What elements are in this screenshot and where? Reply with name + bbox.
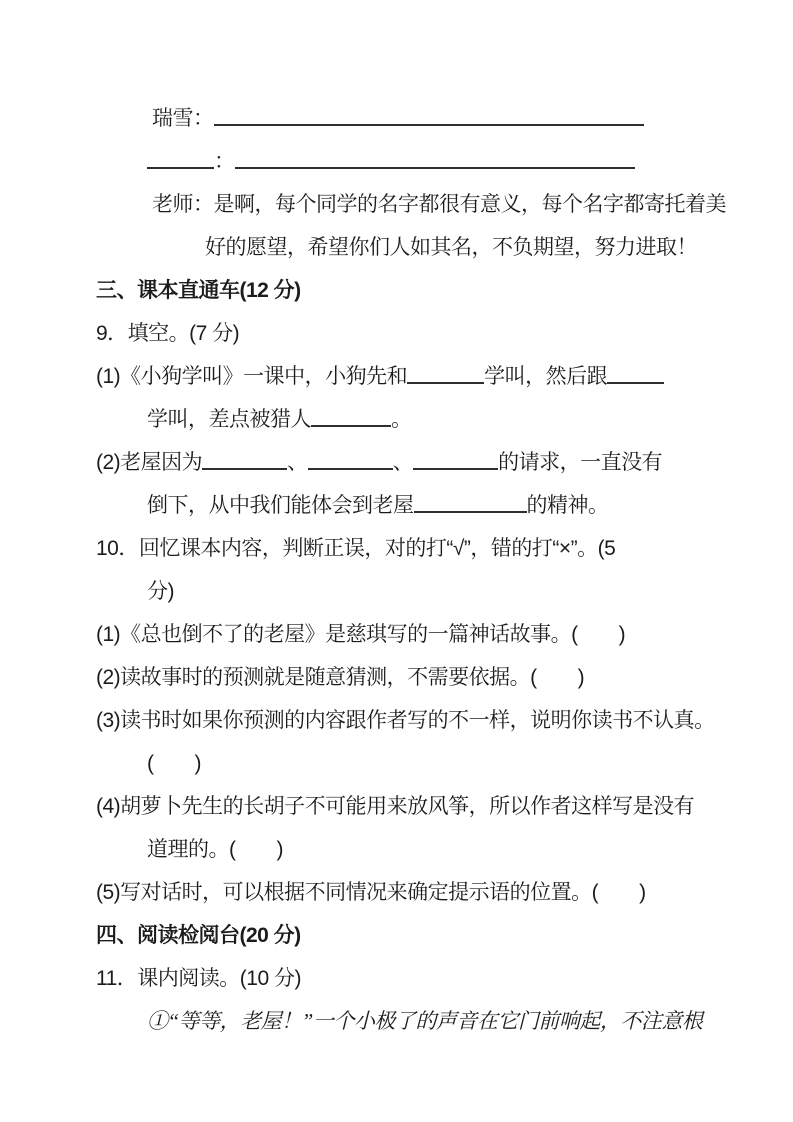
text-run: 。 bbox=[391, 408, 412, 431]
answer-blank bbox=[202, 463, 287, 470]
speaker-label: ： bbox=[214, 149, 235, 173]
text-run: (1)《总也倒不了的老屋》是慈琪写的一篇神话故事。( ) bbox=[96, 623, 626, 646]
question-10-1 bbox=[96, 613, 793, 656]
question-10-3-line-1 bbox=[96, 699, 793, 742]
text-run: 11．课内阅读。(10 分) bbox=[96, 967, 301, 990]
question-9-2-line-2 bbox=[147, 484, 793, 527]
question-10-5 bbox=[96, 871, 793, 914]
text-run: 9．填空。(7 分) bbox=[96, 322, 240, 345]
answer-blank bbox=[147, 162, 214, 169]
question-10-4-line-1 bbox=[96, 785, 793, 828]
dialogue-line-blank-speaker bbox=[147, 140, 793, 183]
text-run: 的精神。 bbox=[526, 494, 609, 517]
text-run: 四、阅读检阅台(20 分) bbox=[96, 924, 301, 947]
text-run: 道理的。( ) bbox=[147, 838, 283, 861]
text-run: (2)老屋因为 bbox=[96, 451, 203, 474]
text-run: (2)读故事时的预测就是随意猜测，不需要依据。( ) bbox=[96, 666, 585, 689]
text-run: (4)胡萝卜先生的长胡子不可能用来放风筝，所以作者这样写是没有 bbox=[96, 795, 695, 818]
question-9-2-line-1 bbox=[96, 441, 793, 484]
answer-blank bbox=[214, 119, 644, 126]
text-run: 是啊，每个同学的名字都很有意义，每个名字都寄托着美 bbox=[213, 193, 726, 216]
answer-blank bbox=[413, 463, 498, 470]
question-9-1-line-1 bbox=[96, 355, 793, 398]
text-run: (5)写对话时，可以根据不同情况来确定提示语的位置。( ) bbox=[96, 881, 646, 904]
dialogue-line-teacher-1 bbox=[152, 183, 793, 226]
answer-blank bbox=[308, 463, 393, 470]
text-run: ( ) bbox=[147, 752, 201, 775]
text-run: (3)读书时如果你预测的内容跟作者写的不一样，说明你读书不认真。 bbox=[96, 709, 715, 732]
question-11 bbox=[96, 957, 793, 1000]
answer-blank bbox=[407, 377, 484, 384]
section-heading-4 bbox=[96, 914, 793, 957]
question-10-2 bbox=[96, 656, 793, 699]
text-run: 的请求，一直没有 bbox=[498, 451, 663, 474]
text-run: 10．回忆课本内容，判断正误，对的打“√”，错的打“×”。(5 bbox=[96, 537, 616, 560]
question-10-line-1 bbox=[96, 527, 793, 570]
reading-passage-line-1 bbox=[147, 1000, 793, 1043]
answer-blank bbox=[235, 162, 635, 169]
question-10-4-line-2 bbox=[147, 828, 793, 871]
question-10-line-2 bbox=[147, 570, 793, 613]
question-9-1-line-2 bbox=[147, 398, 793, 441]
text-run: 三、课本直通车(12 分) bbox=[96, 279, 301, 302]
section-heading-3 bbox=[96, 269, 793, 312]
text-run: 、 bbox=[392, 451, 414, 474]
answer-blank bbox=[311, 420, 391, 427]
text-run: (1)《小狗学叫》一课中，小狗先和 bbox=[96, 365, 408, 388]
dialogue-line-teacher-2 bbox=[205, 226, 793, 269]
text-run: 倒下，从中我们能体会到老屋 bbox=[147, 494, 414, 517]
answer-blank bbox=[607, 377, 664, 384]
question-9 bbox=[96, 312, 793, 355]
speaker-label: 瑞雪： bbox=[152, 106, 214, 130]
dialogue-line-ruixue bbox=[152, 97, 793, 140]
text-run: ①“等等，老屋！”一个小极了的声音在它门前响起，不注意根 bbox=[147, 1009, 703, 1033]
question-10-3-line-2 bbox=[147, 742, 793, 785]
text-run: 学叫，然后跟 bbox=[484, 365, 608, 388]
text-run: 学叫，差点被猎人 bbox=[147, 408, 311, 431]
speaker-label: 老师： bbox=[152, 192, 214, 216]
text-run: 好的愿望，希望你们人如其名，不负期望，努力进取！ bbox=[205, 236, 697, 259]
answer-blank bbox=[414, 506, 527, 513]
text-run: 、 bbox=[287, 451, 308, 474]
text-run: 分) bbox=[147, 580, 174, 603]
